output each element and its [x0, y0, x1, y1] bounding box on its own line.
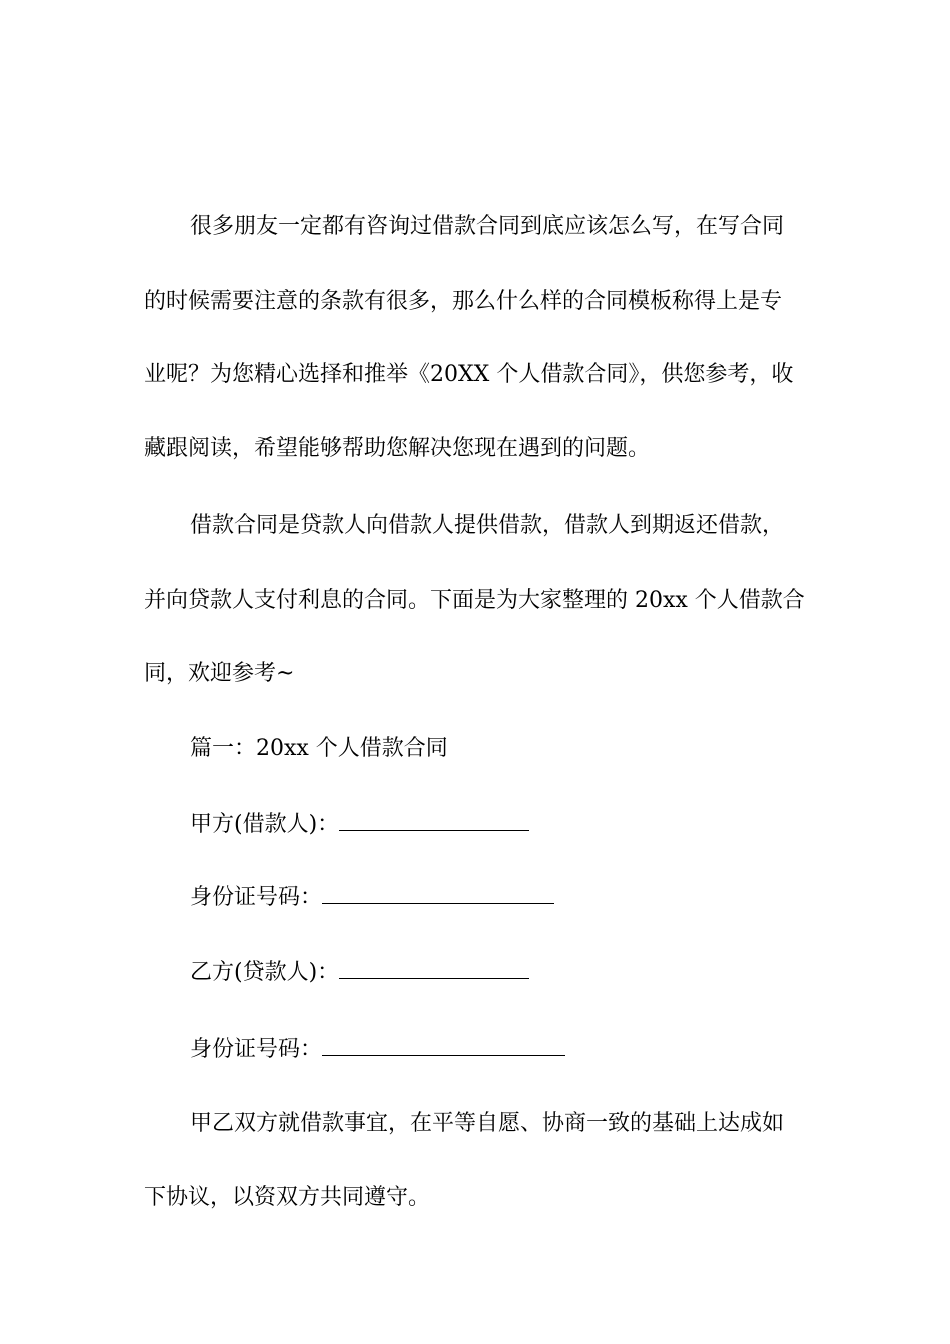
- intro-line-3: 业呢？为您精心选择和推举《20XX 个人借款合同》，供您参考，收: [144, 362, 794, 387]
- agreement-line-1: 甲乙双方就借款事宜，在平等自愿、协商一致的基础上达成如: [190, 1111, 785, 1136]
- intro-line-4: 藏跟阅读，希望能够帮助您解决您现在遇到的问题。: [144, 436, 651, 461]
- party-b-field: [190, 958, 529, 987]
- party-a-id-field: [190, 883, 554, 912]
- party-a-id-label: 身份证号码：: [190, 885, 323, 910]
- party-a-field: [190, 810, 529, 839]
- party-b-id-field: [190, 1035, 565, 1064]
- intro-line-1: 很多朋友一定都有咨询过借款合同到底应该怎么写，在写合同: [190, 214, 785, 239]
- agreement-line-2: 下协议，以资双方共同遵守。: [144, 1185, 431, 1210]
- section-title: 篇一：20xx 个人借款合同: [190, 736, 448, 761]
- party-a-blank: [339, 810, 529, 831]
- party-b-blank: [339, 958, 529, 979]
- party-b-label: 乙方(贷款人)：: [190, 960, 340, 985]
- intro-line-2: 的时候需要注意的条款有很多，那么什么样的合同模板称得上是专: [144, 289, 783, 314]
- party-b-id-label: 身份证号码：: [190, 1037, 323, 1062]
- definition-line-2: 并向贷款人支付利息的合同。下面是为大家整理的 20xx 个人借款合: [144, 588, 805, 613]
- definition-line-3: 同，欢迎参考~: [144, 661, 295, 686]
- definition-line-1: 借款合同是贷款人向借款人提供借款，借款人到期返还借款，: [190, 513, 785, 538]
- party-b-id-blank: [322, 1035, 565, 1056]
- party-a-id-blank: [322, 883, 554, 904]
- party-a-label: 甲方(借款人)：: [190, 812, 340, 837]
